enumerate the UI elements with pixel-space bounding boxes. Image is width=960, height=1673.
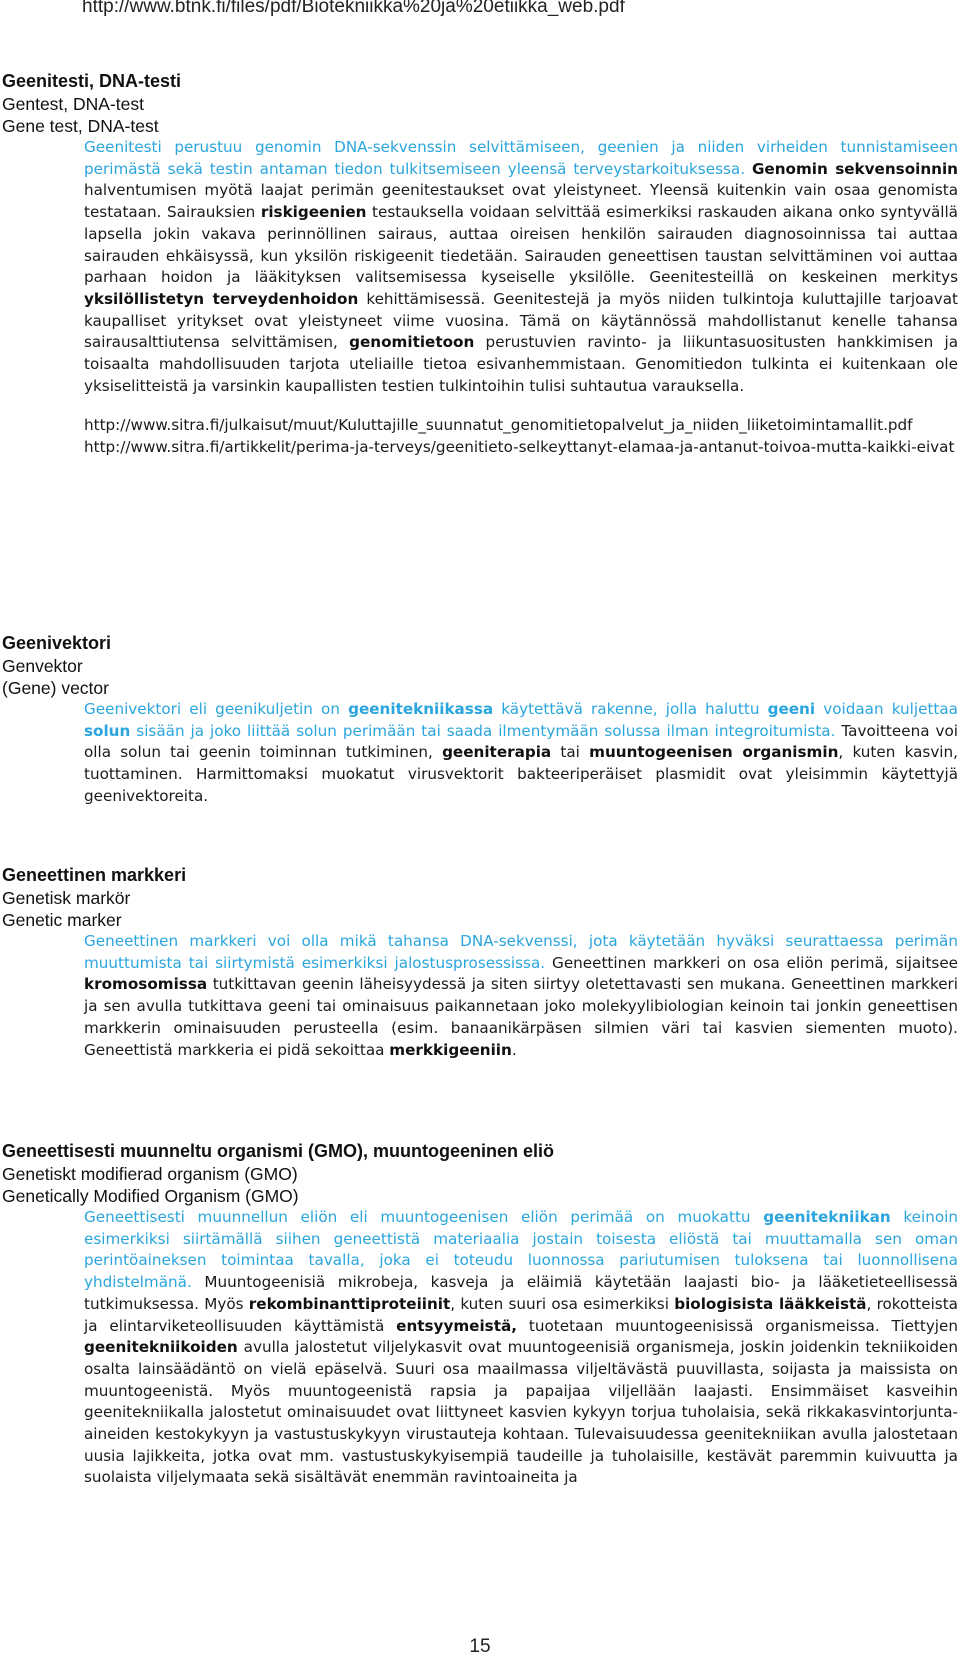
definition-segment: riskigeenien <box>260 203 367 222</box>
entry-translation-swedish: Gentest, DNA-test <box>2 94 144 114</box>
reference-link[interactable]: http://www.sitra.fi/artikkelit/perima-ja-terveys/geenitieto-selkeyttanyt-elamaa-ja-antanut-toivoa-mutta-kaikki-eivat <box>84 438 955 457</box>
definition-segment: Geneettisesti muunnellun eliön eli muuntogeenisen eliön perimää on muokattu <box>84 1208 764 1226</box>
definition-segment: geeniterapia <box>442 743 552 762</box>
glossary-entry-gmo <box>0 1140 960 1489</box>
definition-segment: geenitekniikoiden <box>84 1338 238 1357</box>
entry-term: Geenitesti, DNA-testi <box>2 71 182 91</box>
definition-segment: geeni <box>767 700 816 718</box>
definition-segment: rekombinanttiproteiinit <box>248 1294 451 1313</box>
entry-term: Geenivektori <box>2 633 112 653</box>
definition-segment: , kuten suuri osa esimerkiksi <box>450 1294 675 1313</box>
entry-translation-swedish: Genetisk markör <box>2 888 131 908</box>
entry-term: Geneettinen markkeri <box>2 865 187 885</box>
definition-segment: . <box>511 1040 517 1059</box>
definition-segment: geenitekniikassa <box>348 700 494 718</box>
entry-term: Geneettisesti muunneltu organismi (GMO), muuntogeeninen eliö <box>2 1141 555 1161</box>
entry-translation-english: Gene test, DNA-test <box>2 116 159 136</box>
definition-segment: muuntogeenisen organismin <box>589 743 839 762</box>
definition-segment: merkkigeeniin <box>389 1040 512 1059</box>
definition-segment: testauksella voidaan selvittää esimerkiksi raskauden aikana onko syntyvällä lapsella jokin vakava perinnöllinen sairaus, auttaa oireisen henkilön sairauden diagnosoinnissa tai auttaa sairauden ehkäisyssä, kun yksilön riskigeenit tiedetään. Sairauden geneettisen taustan selvittäminen voi auttaa parhaan hoidon ja lääkityksen valitsemisessa kyseiselle yksilölle. Geenitesteillä on keskeinen merkitys <box>84 203 958 287</box>
definition-segment: kromosomissa <box>84 975 208 994</box>
definition-segment: entsyymeistä, <box>396 1316 518 1335</box>
definition-segment: sisään ja joko liittää solun perimään tai saada ilmentymään solussa ilman integroitumista. <box>130 721 836 740</box>
definition-segment: biologisista lääkkeistä <box>674 1294 867 1313</box>
entry-translation-english: Genetically Modified Organism (GMO) <box>2 1186 299 1206</box>
definition-segment: tuotetaan muuntogeenisissä organismeissa. Tiettyjen <box>517 1316 958 1335</box>
definition-segment: Tavoitteena voi olla solun tai geenin toiminnan tutkiminen, <box>84 721 958 762</box>
glossary-entry-geneettinen-markkeri <box>0 864 960 1061</box>
source-url[interactable]: http://www.btnk.fi/files/pdf/Biotekniikka%20ja%20etiikka_web.pdf <box>82 0 625 17</box>
definition-segment: Genomin sekvensoinnin <box>751 159 958 178</box>
definition-segment: voidaan kuljettaa <box>815 700 958 718</box>
definition-segment: Muuntogeenisiä mikrobeja, kasveja ja eläimiä käytetään laajasti bio- ja lääketieteellisessä tutkimuksessa. Myös <box>84 1273 958 1313</box>
definition-segment: keinoin esimerkiksi siirtämällä siihen geneettistä materiaalia jostain toisesta eliöstä tai muuttamalla sen oman perintöaineksen toimintaa tavalla, joka ei toteudu luonnossa pariutumisen tuloksena tai luonnollisena yhdistelmänä. <box>84 1208 958 1292</box>
definition-segment: tutkittavan geenin läheisyydessä ja siten siirtyy oletettavasti sen mukana. Geneettinen markkeri ja sen avulla tutkittava geeni tai ominaisuus paikannetaan joko molekyylibiologian keinoin tai jonkin geneettisen markkerin ominaisuuden perusteella (esim. banaanikärpäsen silmien väri tai kasvien siementen muoto). Geneettistä markkeria ei pidä sekoittaa <box>84 975 958 1059</box>
definition-segment: Geenitesti perustuu genomin DNA-sekvenssin selvittämiseen, geenien ja niiden virheiden tunnistamiseen perimästä sekä testin antaman tiedon tulkitsemiseen yleensä terveystarkoituksessa. <box>84 138 958 178</box>
definition-segment: perustuvien ravinto- ja liikuntasuositusten hankkimisen ja toisaalta mahdollisuuden tarjota uteliaille tietoa esivanhemmistaan. Genomitiedon tulkinta ei kuitenkaan ole yksiselitteistä ja varsinkin kaupallisten testien tulkintoihin tulisi suhtautua varauksella. <box>84 333 958 395</box>
definition-segment: yksilöllistetyn terveydenhoidon <box>84 289 359 308</box>
entry-definition <box>84 137 958 397</box>
definition-segment: käytettävä rakenne, jolla haluttu <box>493 700 768 718</box>
definition-segment: Geenivektori eli geenikuljetin on <box>84 700 349 718</box>
entry-definition <box>84 699 958 808</box>
entry-definition <box>84 1207 958 1489</box>
definition-segment: tai <box>551 743 590 762</box>
definition-segment: , kuten kasvin, tuottaminen. Harmittomaksi muokatut virusvektorit bakteeriperäiset plasmidit ovat yleisimmin käytettyjä geenivektoreita. <box>84 743 958 805</box>
definition-segment: avulla jalostetut viljelykasvit ovat muuntogeenisiä organismeja, joskin joidenkin tekniikoiden osalta lainsäädäntö on vielä epäselvä. Suuri osa maailmassa viljeltävästä puuvillasta, soijasta ja maissista on muuntogeenistä. Myös muuntogeenistä rapsia ja papaijaa viljellään laajasti. Ensimmäiset kasveihin geenitekniikalla jalostetut ominaisuudet ovat liittyneet kasvien kykyyn torjua tuholaisia, sekä rikkakasvintorjunta-aineiden kestokykyyn ja vastustuskykyyn virustauteja kohtaan. Tulevaisuudessa geenitekniikan avulla jalostetaan uusia lajikkeita, jotka ovat mm. vastustuskykyisempiä taudeille ja tuholaisille, kestävät paremmin kuivuutta ja suolaista viljelymaata sekä sisältävät enemmän ravintoaineita ja <box>84 1338 958 1487</box>
entry-translation-english: (Gene) vector <box>2 678 109 698</box>
definition-segment: halventumisen myötä laajat perimän geenitestaukset ovat yleistyneet. Yleensä kuitenkin vain osaa genomista testataan. Sairauksien <box>84 181 958 222</box>
entry-translation-english: Genetic marker <box>2 910 122 930</box>
definition-segment: Geneettinen markkeri voi olla mikä tahansa DNA-sekvenssi, jota käytetään hyväksi seurattaessa perimän muuttumista tai siirtymistä esimerkiksi jalostusprosessissa. <box>84 932 958 972</box>
glossary-entry-geenitesti <box>0 70 960 459</box>
definition-segment: kehittämisessä. Geenitestejä ja myös niiden tulkintoja kuluttajille tarjoavat kaupalliset yritykset ovat yleistyneet viime vuosina. Tämä on käytännössä mahdollistanut kenelle tahansa sairausalttiutensa selvittämisen, <box>84 289 958 352</box>
reference-link[interactable]: http://www.sitra.fi/julkaisut/muut/Kuluttajille_suunnatut_genomitietopalvelut_ja_niiden_liiketoimintamallit.pdf <box>84 416 913 435</box>
definition-segment: genomitietoon <box>349 333 475 352</box>
definition-segment: , rokotteista ja elintarviketeollisuuden käyttämistä <box>84 1294 958 1335</box>
entry-translation-swedish: Genetiskt modifierad organism (GMO) <box>2 1164 298 1184</box>
definition-segment: solun <box>84 721 131 740</box>
entry-definition <box>84 931 958 1061</box>
glossary-entry-geenivektori <box>0 632 960 808</box>
entry-references <box>84 415 958 458</box>
definition-segment: Geneettinen markkeri on osa eliön perimä, sijaitsee <box>545 953 959 972</box>
definition-segment: geenitekniikan <box>763 1208 891 1226</box>
entry-translation-swedish: Genvektor <box>2 656 83 676</box>
page-number: 15 <box>469 1636 491 1657</box>
